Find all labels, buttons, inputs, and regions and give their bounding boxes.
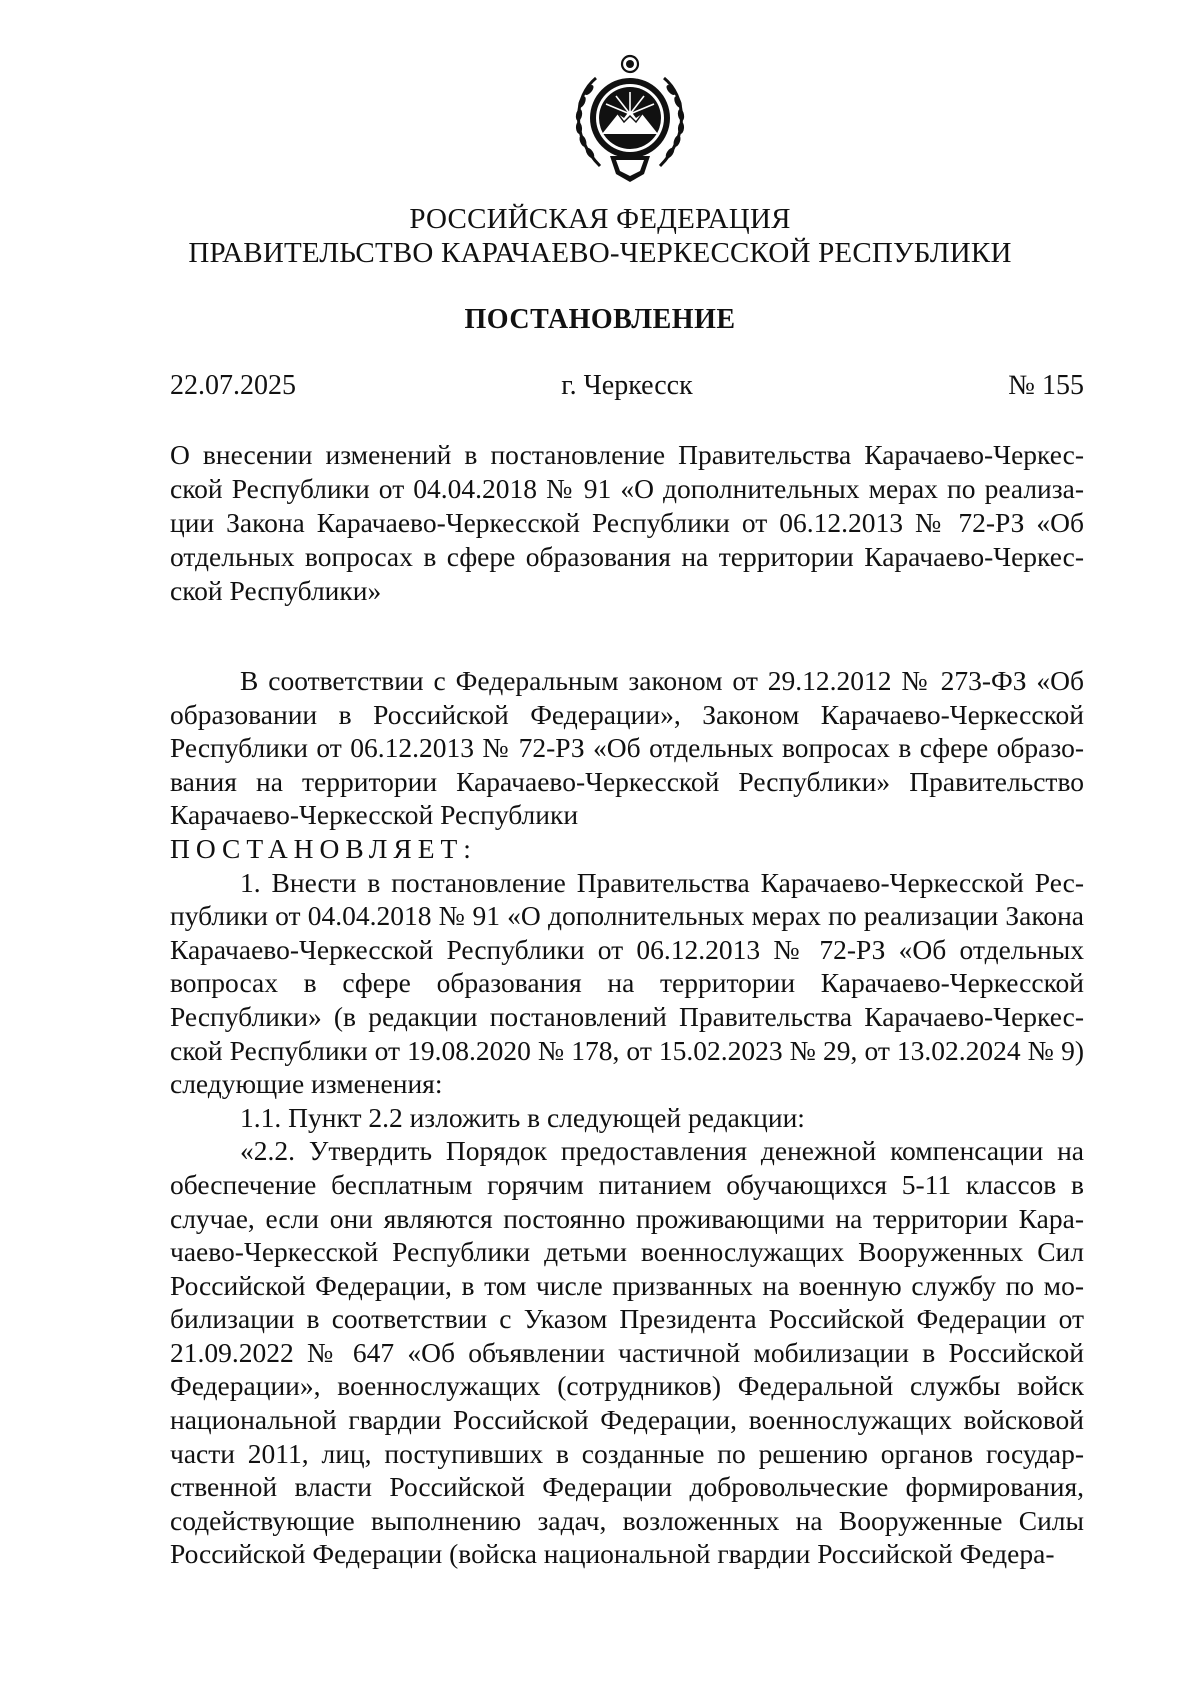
- item-1-1-paragraph: 1.1. Пункт 2.2 изложить в следующей редакции:: [240, 1101, 805, 1133]
- coat-of-arms-icon: [560, 52, 700, 186]
- document-type: ПОСТАНОВЛЕНИЕ: [464, 304, 736, 335]
- item-1-paragraph: 1. Внести в постановление Правительства Карачаево-Черкесской Республики от 04.04.2018 № 91 «О дополнительных мерах по реализации Закона Карачаево-Черкесской Республики от 06.12.2013 № 72-РЗ «Об отдельных вопросах в сфере образования на территории Карачаево-Черкесской Республики» (в редакции постановлений Правительства Карачаево-Черкесской Республики от 19.08.2020 № 178, от 15.02.2023 № 29, от 13.02.2024 № 9) следующие изменения:: [170, 866, 1084, 1100]
- document-body: [170, 664, 1084, 1571]
- document-city: г. Черкесск: [561, 370, 693, 401]
- document-meta: [170, 370, 1084, 406]
- document-date: 22.07.2025: [170, 370, 296, 401]
- decree-word: ПОСТАНОВЛЯЕТ:: [170, 832, 477, 864]
- document-number: № 155: [1008, 370, 1084, 401]
- item-2-2-paragraph: «2.2. Утвердить Порядок предоставления денежной компенсации на обеспечение бесплатным горячим питанием обучающихся 5-11 классов в случае, если они являются постоянно проживающими на территории Карачаево-Черкесской Республики детьми военнослужащих Вооруженных Сил Российской Федерации, в том числе призванных на военную службу по мобилизации в соответствии с Указом Президента Российской Федерации от 21.09.2022 № 647 «Об объявлении частичной мобилизации в Российской Федерации», военнослужащих (сотрудников) Федеральной службы войск национальной гвардии Российской Федерации, военнослужащих войсковой части 2011, лиц, поступивших в созданные по решению органов государственной власти Российской Федерации добровольческие формирования, содействующие выполнению задач, возложенных на Вооруженные Силы Российской Федерации (войска национальной гвардии Российской Федера-: [170, 1135, 1084, 1570]
- preamble-paragraph: В соответствии с Федеральным законом от 29.12.2012 № 273-ФЗ «Об образовании в Российской Федерации», Законом Карачаево-Черкесской Республики от 06.12.2013 № 72-РЗ «Об отдельных вопросах в сфере образования на территории Карачаево-Черкесской Республики» Правительство Карачаево-Черкесской Республики: [170, 665, 1084, 831]
- header-government: ПРАВИТЕЛЬСТВО КАРАЧАЕВО-ЧЕРКЕССКОЙ РЕСПУБЛИКИ: [188, 237, 1012, 269]
- header-country: РОССИЙСКАЯ ФЕДЕРАЦИЯ: [409, 203, 791, 235]
- document-subject: О внесении изменений в постановление Правительства Карачаево-Черкесской Республики от 04.04.2018 № 91 «О дополнительных мерах по реализации Закона Карачаево-Черкесской Республики от 06.12.2013 № 72-РЗ «Об отдельных вопросах в сфере образования на территории Карачаево-Черкесской Республики»: [170, 439, 1084, 606]
